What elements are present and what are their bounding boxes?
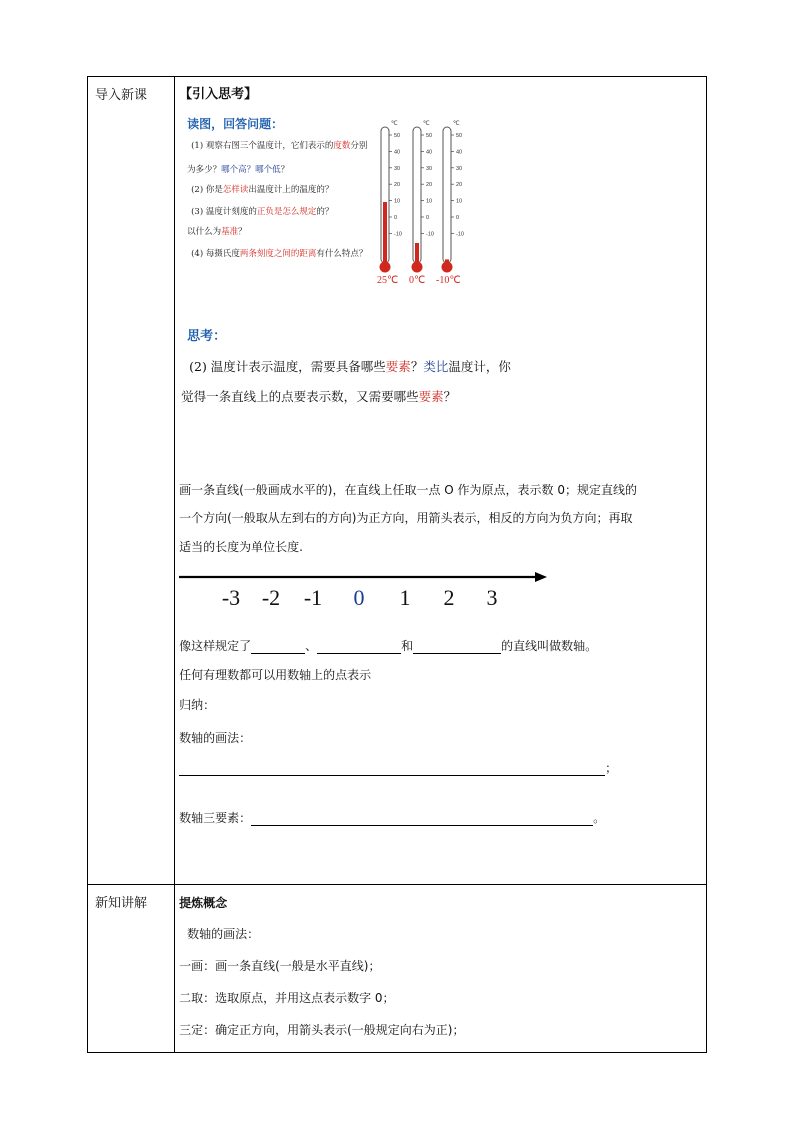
blank-three-elements[interactable] (251, 813, 593, 826)
question-3b (187, 225, 247, 237)
thermometer-scale-label: 40 (394, 149, 401, 156)
thermometer-unit: ℃ (423, 121, 430, 127)
intro-heading: 【引入思考】 (179, 87, 258, 102)
method-label: 数轴的画法： (179, 731, 252, 745)
number-line-tick-label: 0 (353, 585, 365, 610)
thermometer-scale-label: 50 (394, 133, 401, 139)
fill-blank-sentence (179, 637, 597, 654)
number-line-tick-label: 1 (399, 585, 411, 610)
number-line-tick-label: -3 (221, 585, 241, 610)
q3-text-a: (3) 温度计刻度的 (191, 207, 257, 217)
new-method-label: 数轴的画法： (187, 927, 260, 941)
q3b-text-a: 以什么为 (187, 227, 222, 237)
thermometer-bulb (380, 262, 391, 273)
q1b-text-b: 哪个高？哪个低 (221, 165, 281, 175)
thermometer-scale-label: 10 (394, 198, 401, 205)
q4-text-c: 有什么特点？ (316, 249, 368, 259)
thermometer-scale-label: 0 (394, 215, 398, 221)
think-title: 思考： (187, 329, 227, 344)
think2-c: ？ (443, 389, 457, 404)
thermometer-scale-label: 40 (456, 149, 463, 156)
q2-text-a: (2) 你是 (191, 185, 223, 195)
thermometer-scale-label: 10 (426, 198, 433, 205)
thermometer-scale-label: 30 (456, 165, 463, 172)
q1-text-a: (1) 观察右图三个温度计，它们表示的 (191, 141, 334, 151)
fill-text-d: 的直线叫做数轴。 (501, 639, 598, 653)
three-elements-label: 数轴三要素： (179, 811, 252, 825)
question-1b (187, 163, 289, 175)
thermometer-scale-label: 50 (456, 133, 463, 139)
thermometer-scale-label: 0 (456, 215, 460, 221)
period: 。 (593, 811, 606, 825)
number-line-tick-label: -2 (261, 585, 281, 610)
question-3 (191, 205, 333, 217)
new-knowledge-content (175, 885, 707, 1053)
q3-text-b: 正负是怎么规定 (256, 207, 317, 217)
thermometer-mercury (383, 202, 387, 263)
thermometer-scale-label: -10 (456, 231, 465, 238)
step-1: 一画：画一条直线(一般是水平直线)； (179, 959, 381, 973)
thermometer-scale-label: 0 (426, 215, 430, 221)
number-line-tick-label: 3 (486, 585, 498, 610)
thermometer-scale-label: 10 (456, 198, 463, 205)
row-label-new: 新知讲解 (88, 885, 175, 1053)
q3b-text-b: 基准 (221, 227, 239, 237)
blank-3[interactable] (413, 641, 501, 654)
q2-text-b: 怎样读 (222, 185, 249, 195)
read-title: 读图，回答问题： (187, 117, 284, 131)
any-rational-text: 任何有理数都可以用数轴上的点表示 (179, 668, 372, 682)
number-line (179, 563, 559, 611)
thermometer-mercury (415, 243, 419, 263)
blank-2[interactable] (317, 641, 401, 654)
thermometer-reading-label: -10℃ (436, 275, 461, 285)
thermometers-figure (367, 117, 477, 285)
think1-a: (2) 温度计表示温度，需要具备哪些 (189, 359, 386, 374)
thermometer-bulb (442, 262, 453, 273)
new-heading: 提炼概念 (179, 896, 228, 910)
thermometer-bulb (412, 262, 423, 273)
step-3: 三定：确定正方向，用箭头表示(一般规定向右为正)； (179, 1023, 465, 1037)
thermometer-reading-label: 0℃ (409, 275, 426, 285)
number-line-tick-label: -1 (303, 585, 323, 610)
q1b-text-a: 为多少？ (187, 165, 222, 175)
row-label-intro: 导入新课 (88, 77, 175, 885)
think2-b: 要素 (418, 389, 444, 404)
thermometer-scale-label: 30 (394, 165, 401, 172)
thermometer-scale-label: 30 (426, 165, 433, 172)
thermometer-tube (443, 127, 451, 263)
three-elements-line (179, 809, 605, 826)
row-intro (88, 77, 707, 885)
blank-1[interactable] (251, 641, 305, 654)
fill-text-a: 像这样规定了 (179, 639, 252, 653)
thermometer-scale-label: 40 (426, 149, 433, 156)
q1-text-c: 分别 (350, 141, 368, 151)
definition-line-1: 画一条直线(一般画成水平的)，在直线上任取一点 O 作为原点，表示数 0；规定直线的 (179, 483, 637, 497)
fill-text-c: 和 (401, 639, 414, 653)
think2-a: 觉得一条直线上的点要表示数，又需要哪些 (181, 389, 419, 404)
thermometer-scale-label: -10 (426, 231, 435, 238)
think-line-1 (189, 357, 511, 375)
blank-method[interactable] (179, 763, 605, 776)
thermometer-scale-label: 20 (394, 182, 401, 189)
think1-d: 类比 (423, 359, 449, 374)
fill-text-b: 、 (305, 639, 318, 653)
row-new-knowledge (88, 885, 707, 1053)
thermometer-scale-label: 20 (426, 182, 433, 189)
semicolon: ； (605, 761, 618, 775)
q2-text-c: 出温度计上的温度的？ (248, 185, 334, 195)
think1-b: 要素 (385, 359, 411, 374)
number-line-tick-label: 2 (443, 585, 455, 610)
q3-text-c: 的？ (316, 207, 334, 217)
q3b-text-c: ？ (238, 227, 247, 237)
question-4 (191, 247, 367, 259)
q1b-text-c: ？ (280, 165, 290, 175)
thermometer-unit: ℃ (453, 121, 460, 127)
step-2: 二取：选取原点，并用这点表示数字 0； (179, 991, 395, 1005)
q1-text-b: 度数 (333, 141, 351, 151)
think1-e: 温度计，你 (448, 359, 511, 374)
question-1 (191, 139, 367, 151)
thermometer-scale-label: -10 (394, 231, 403, 238)
question-2 (191, 183, 333, 195)
q4-text-b: 两条刻度之间的距离 (239, 249, 317, 259)
definition-line-3: 适当的长度为单位长度. (179, 540, 303, 554)
thermometer-reading-label: 25℃ (377, 275, 399, 285)
intro-content (175, 77, 707, 885)
number-line-arrow (535, 572, 547, 582)
lesson-table (87, 76, 707, 1053)
think1-c: ？ (410, 359, 424, 374)
think-line-2 (181, 387, 456, 405)
thermometer-scale-label: 50 (426, 133, 433, 139)
definition-line-2: 一个方向(一般取从左到右的方向)为正方向，用箭头表示，相反的方向为负方向；再取 (179, 511, 633, 525)
q4-text-a: (4) 每摄氏度 (191, 249, 240, 259)
summary-label: 归纳： (179, 698, 216, 712)
thermometer-tube (413, 127, 421, 263)
thermometer-scale-label: 20 (456, 182, 463, 189)
thermometer-unit: ℃ (391, 121, 398, 127)
method-answer-line (179, 759, 617, 776)
